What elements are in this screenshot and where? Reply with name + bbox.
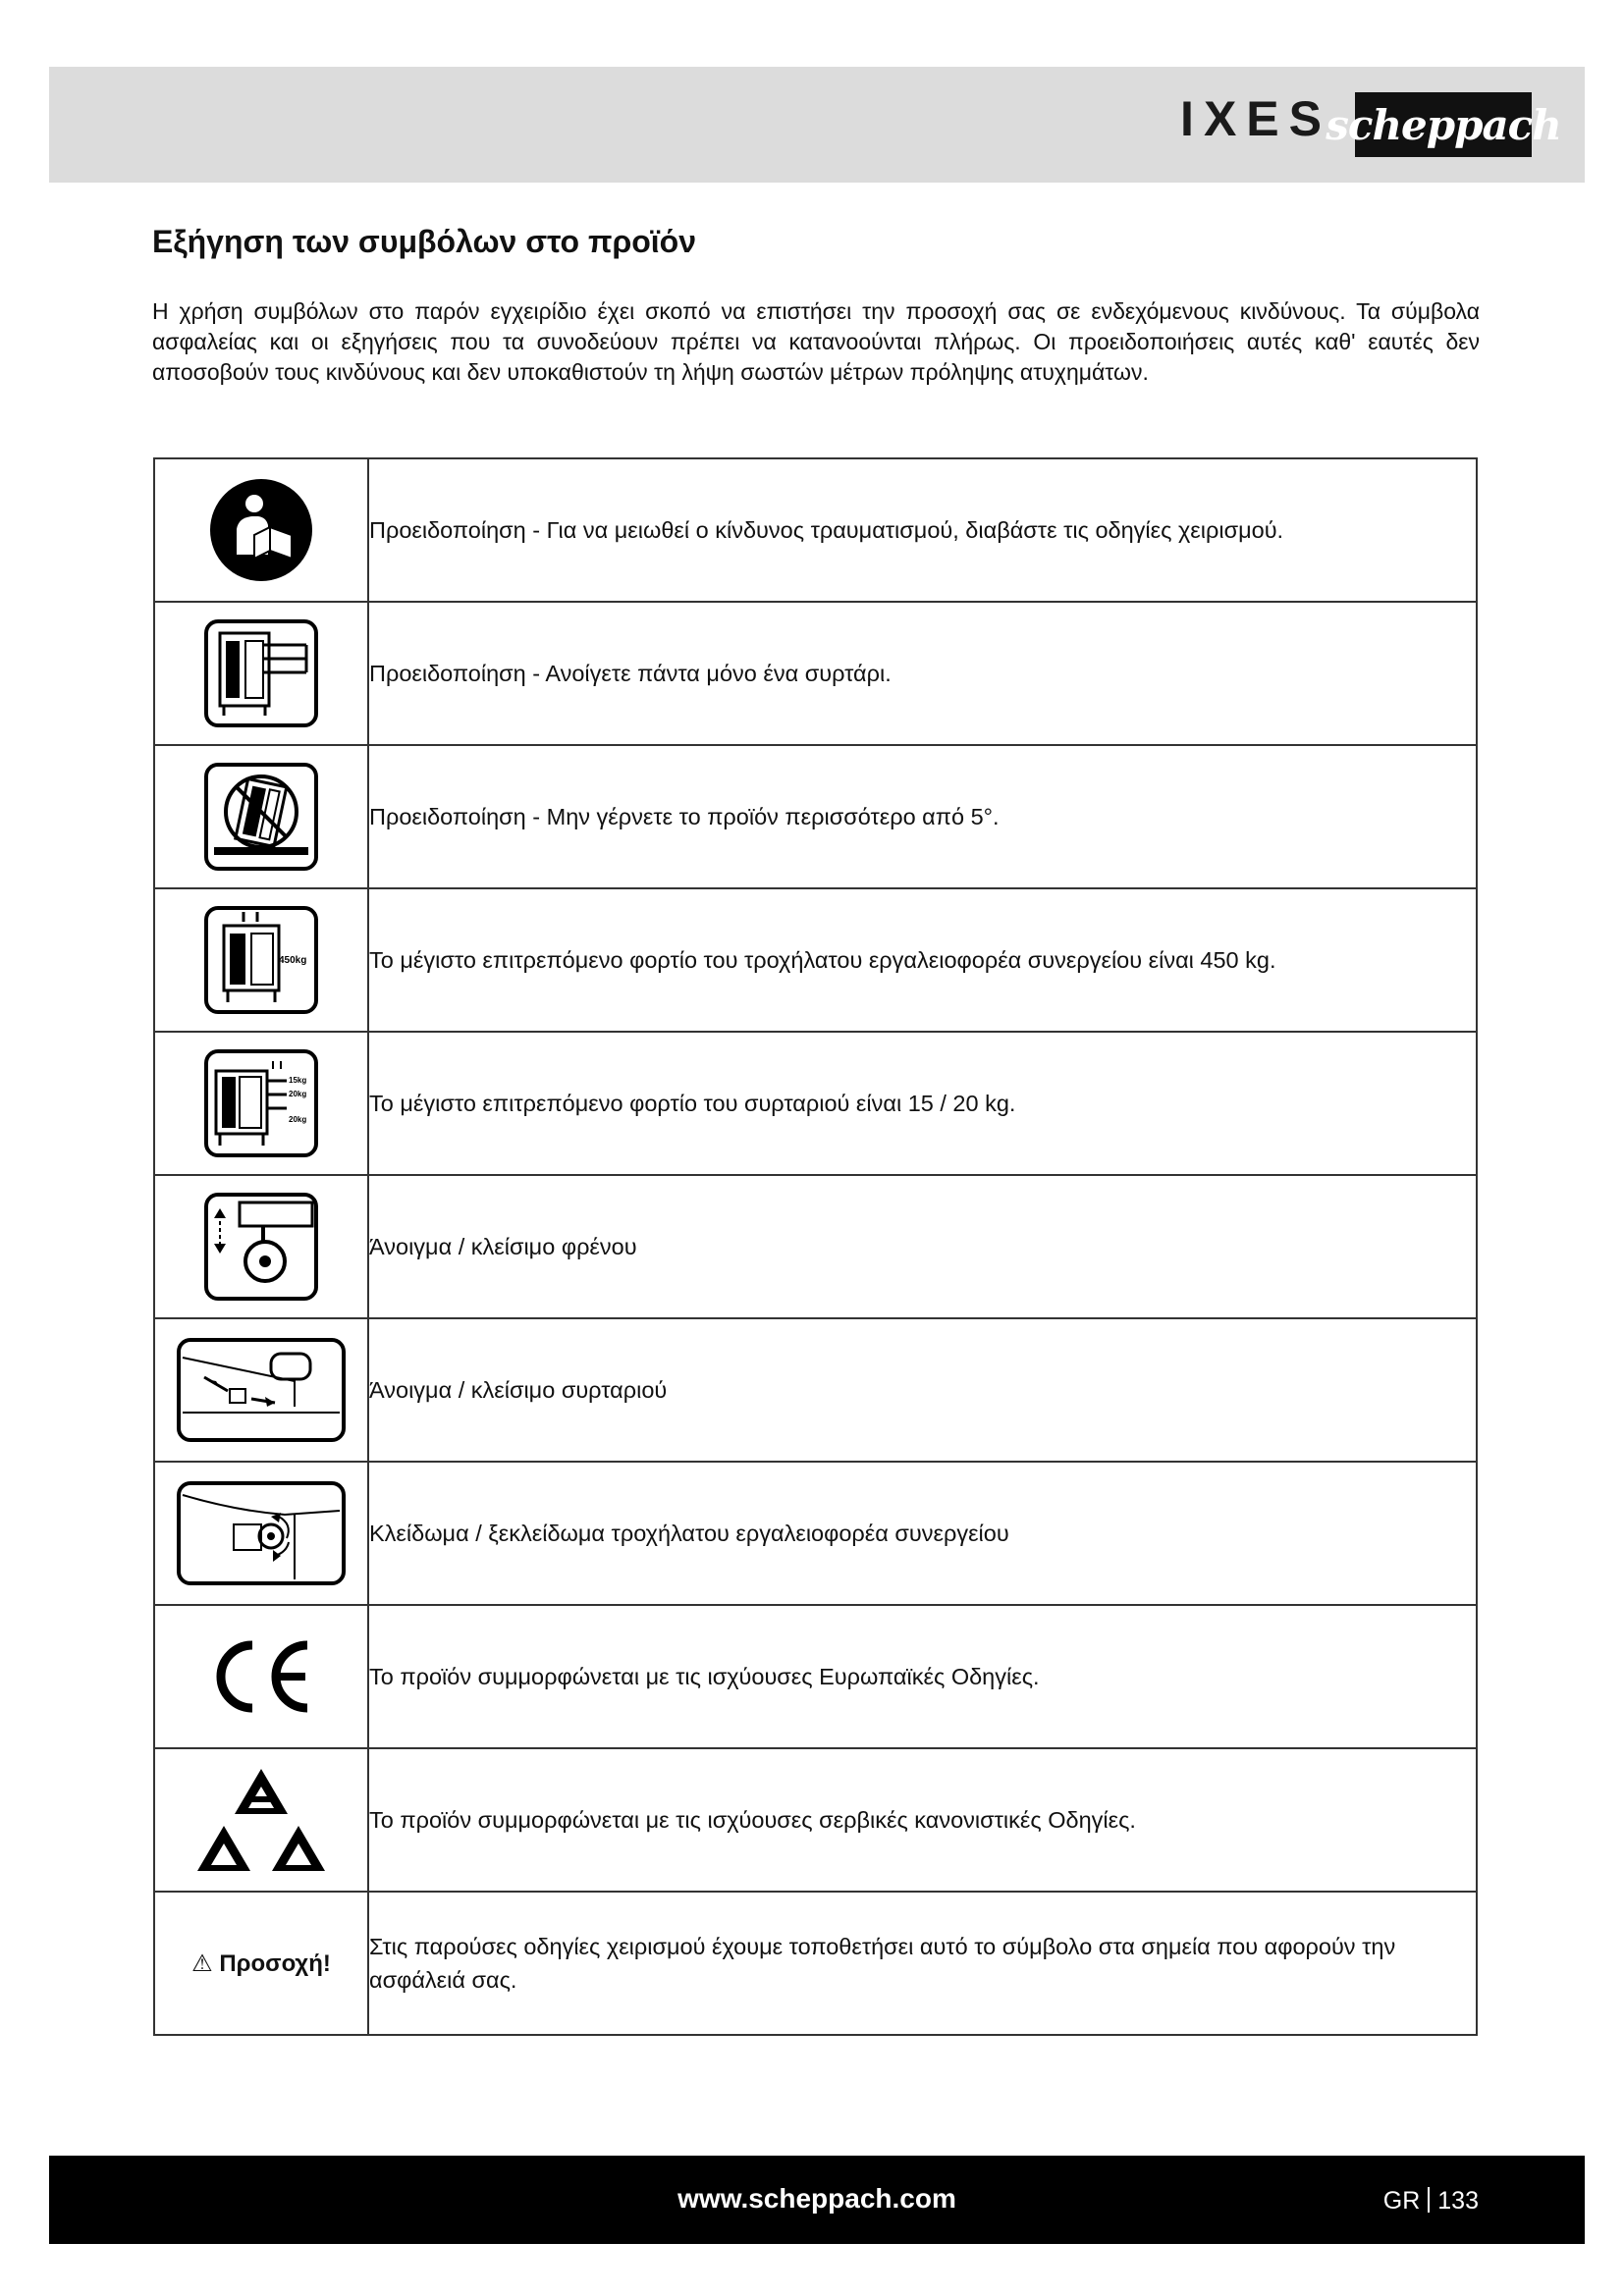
symbol-description: Άνοιγμα / κλείσιμο συρταριού [368, 1318, 1477, 1462]
ce-mark-icon [207, 1637, 315, 1716]
symbol-cell [154, 1318, 368, 1462]
table-row [154, 1175, 1477, 1318]
symbol-description: Το μέγιστο επιτρεπόμενο φορτίο του συρταριού είναι 15 / 20 kg. [368, 1032, 1477, 1175]
brake-icon [204, 1193, 318, 1301]
symbol-cell [154, 1892, 368, 2035]
max-load-cart-icon [204, 906, 318, 1014]
symbol-description: Το μέγιστο επιτρεπόμενο φορτίο του τροχήλατου εργαλειοφορέα συνεργείου είναι 450 kg. [368, 888, 1477, 1032]
load-label-15: 15kg [289, 1076, 307, 1085]
footer-band [49, 2156, 1585, 2244]
symbol-description: Στις παρούσες οδηγίες χειρισμού έχουμε τοποθετήσει αυτό το σύμβολο στα σημεία που αφορούν την ασφάλειά σας. [368, 1892, 1477, 2035]
table-row [154, 1892, 1477, 2035]
serbian-aaa-icon [197, 1765, 325, 1875]
table-row [154, 1032, 1477, 1175]
table-row [154, 1462, 1477, 1605]
table-row [154, 1748, 1477, 1892]
table-row [154, 458, 1477, 602]
load-label-20b: 20kg [289, 1115, 307, 1124]
footer-url: www.scheppach.com [677, 2183, 956, 2214]
table-row [154, 1605, 1477, 1748]
symbol-cell [154, 602, 368, 745]
table-row [154, 888, 1477, 1032]
page-number-value: 133 [1437, 2187, 1479, 2215]
max-load-drawer-icon [204, 1049, 318, 1157]
symbol-cell [154, 458, 368, 602]
symbol-description: Προειδοποίηση - Μην γέρνετε το προϊόν περισσότερο από 5°. [368, 745, 1477, 888]
symbol-cell [154, 745, 368, 888]
symbol-cell [154, 1462, 368, 1605]
symbol-description: Προειδοποίηση - Ανοίγετε πάντα μόνο ένα συρτάρι. [368, 602, 1477, 745]
symbol-cell [154, 1032, 368, 1175]
symbols-table [153, 457, 1478, 2036]
symbol-description: Άνοιγμα / κλείσιμο φρένου [368, 1175, 1477, 1318]
ixes-logo: IXES [1180, 91, 1331, 146]
page-title: Εξήγηση των συμβόλων στο προϊόν [152, 224, 697, 259]
table-row [154, 1318, 1477, 1462]
table-row [154, 745, 1477, 888]
lock-icon [177, 1481, 346, 1585]
read-manual-icon [209, 478, 313, 582]
scheppach-logo: scheppach [1355, 92, 1532, 157]
load-label-20a: 20kg [289, 1090, 307, 1098]
language-code: GR [1382, 2187, 1421, 2215]
drawer-open-close-icon [177, 1338, 346, 1442]
symbol-description: Προειδοποίηση - Για να μειωθεί ο κίνδυνος τραυματισμού, διαβάστε τις οδηγίες χειρισμού. [368, 458, 1477, 602]
header-band [49, 67, 1585, 183]
symbol-description: Το προϊόν συμμορφώνεται με τις ισχύουσες σερβικές κανονιστικές Οδηγίες. [368, 1748, 1477, 1892]
load-label-450: 450kg [279, 955, 307, 966]
one-drawer-icon [204, 619, 318, 727]
symbol-description: Το προϊόν συμμορφώνεται με τις ισχύουσες Ευρωπαϊκές Οδηγίες. [368, 1605, 1477, 1748]
symbol-cell [154, 1748, 368, 1892]
symbol-cell [154, 1605, 368, 1748]
symbol-description: Κλείδωμα / ξεκλείδωμα τροχήλατου εργαλειοφορέα συνεργείου [368, 1462, 1477, 1605]
intro-paragraph: Η χρήση συμβόλων στο παρόν εγχειρίδιο έχει σκοπό να επιστήσει την προσοχή σας σε ενδεχόμενους κινδύνους. Τα σύμβολα ασφαλείας και οι εξηγήσεις που τα συνοδεύουν πρέπει να κατανοούνται πλήρως. Οι προειδοποιήσεις αυτές καθ' εαυτές δεν αποσοβούν τους κινδύνους και δεν υποκαθιστούν τη λήψη σωστών μέτρων πρόληψης ατυχημάτων. [152, 298, 1480, 385]
symbol-cell [154, 1175, 368, 1318]
table-row [154, 602, 1477, 745]
separator [1428, 2187, 1430, 2213]
page-number [1383, 2187, 1479, 2216]
no-tilt-icon [204, 763, 318, 871]
symbol-cell [154, 888, 368, 1032]
caution-label: ⚠ Προσοχή! [191, 1949, 331, 1977]
